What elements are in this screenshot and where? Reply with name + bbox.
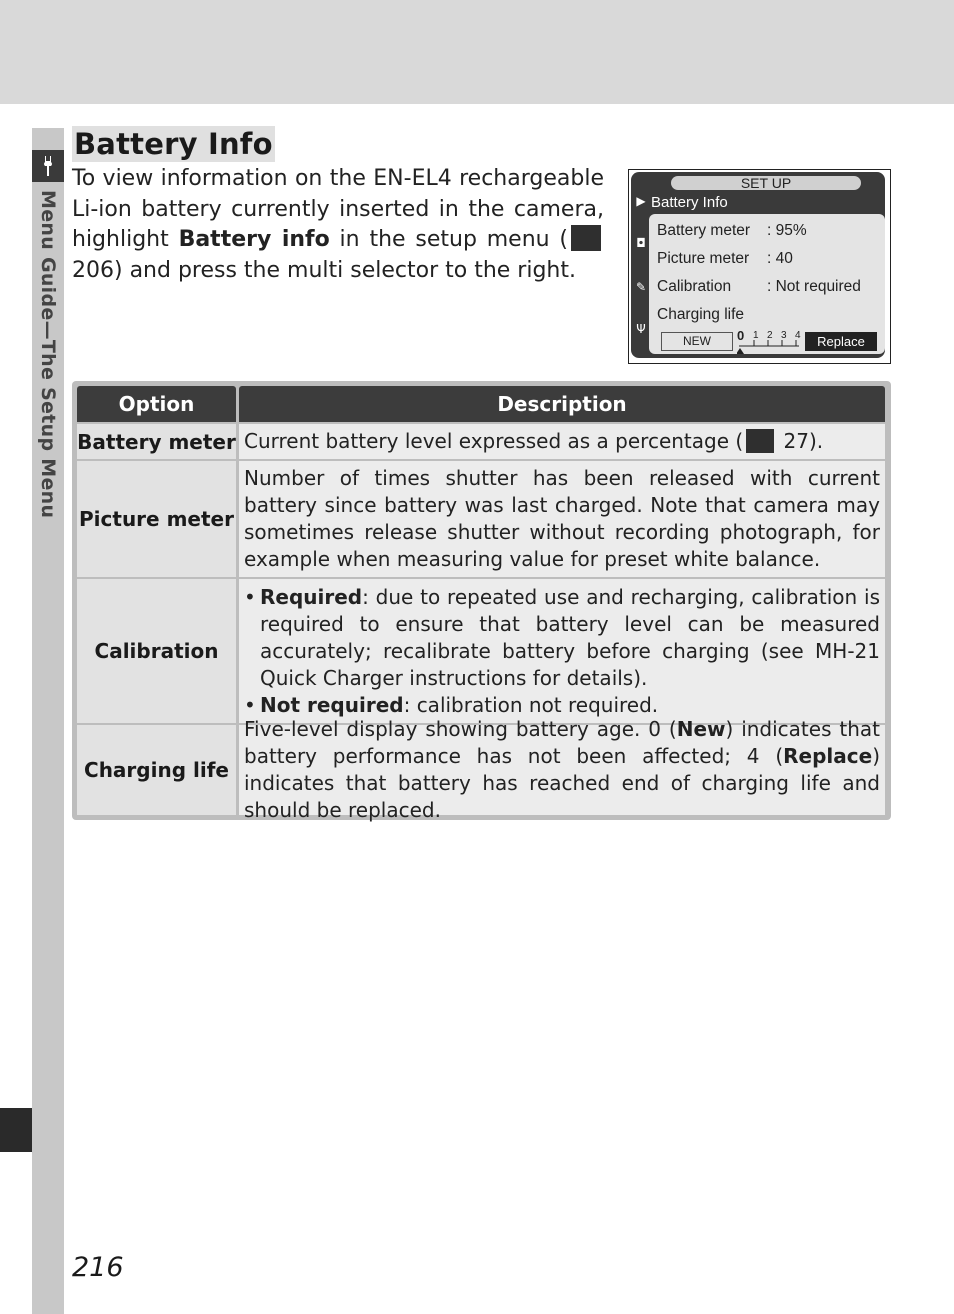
reference-icon: [746, 429, 774, 453]
cam-row-picture-meter: Picture meter: [657, 250, 750, 267]
required-text: : due to repeated use and recharging, calibration is required to ensure that battery level can be measured accurately; recalibrate battery before charging (see MH-21 Quick Charger instructions for details).: [260, 584, 880, 690]
desc-charging-life: [239, 717, 885, 822]
intro-text-1: To view information on the EN-EL4 rechargeable Li-ion battery currently inserted in the camera, highlight: [72, 166, 604, 252]
intro-text-2: in the setup menu (: [329, 227, 569, 252]
camera-screen: [628, 169, 891, 364]
cam-value-calibration: : Not required: [767, 278, 861, 295]
header-option: Option: [77, 386, 236, 422]
charging-life-replace: Replace: [783, 744, 873, 768]
charging-life-scale: [737, 328, 803, 354]
option-charging-life: Charging life: [77, 725, 236, 815]
charging-life-text-3: ) indicates that battery has reached end of charging life and should be replaced.: [244, 744, 880, 822]
camera-screen-inner: [631, 172, 885, 358]
desc-battery-meter-b: 27).: [777, 429, 824, 453]
options-table: [72, 381, 891, 820]
cam-value-picture-meter: : 40: [767, 250, 793, 267]
scale-label-2: 2: [767, 330, 773, 341]
bullet-not-required: [244, 692, 880, 719]
option-picture-meter: Picture meter: [77, 461, 236, 577]
scale-label-0: 0: [737, 328, 745, 343]
cam-row-charging-life: Charging life: [657, 306, 745, 323]
battery-info-panel: [649, 214, 885, 354]
playback-icon: ▶: [636, 194, 646, 208]
wrench-icon: Ψ: [636, 322, 646, 336]
replace-label: Replace: [805, 332, 877, 351]
scale-label-3: 3: [781, 330, 787, 341]
pencil-icon: ✎: [635, 280, 647, 294]
bullet-required: [244, 584, 880, 692]
charging-life-text-1: Five-level display showing battery age. 0 (: [244, 717, 677, 741]
camera-screen-title: Battery Info: [651, 194, 728, 211]
desc-picture-meter-text: Number of times shutter has been released with current battery since battery was last charged. Note that camera may sometimes release shutter without recording photograph, for example when measuring value for preset white balance.: [244, 466, 880, 571]
sidebar-section-label: Menu Guide—The Setup Menu: [37, 190, 59, 519]
scale-ticks: [737, 328, 803, 354]
not-required-text: : calibration not required.: [403, 692, 659, 717]
intro-paragraph: [72, 164, 604, 286]
page-number: 216: [72, 1252, 124, 1283]
option-battery-meter: Battery meter: [77, 424, 236, 459]
desc-picture-meter: [239, 461, 885, 577]
option-calibration: Calibration: [77, 579, 236, 723]
page-title-wrap: [72, 126, 275, 162]
charging-life-new: New: [676, 717, 726, 741]
camera-icon: ◘: [636, 236, 646, 250]
bullet-dot: •: [244, 692, 256, 717]
header-band: [0, 0, 954, 104]
not-required-term: Not required: [260, 692, 404, 717]
intro-bold: Battery info: [178, 227, 330, 252]
desc-battery-meter: [239, 424, 885, 459]
desc-calibration: [239, 579, 885, 723]
desc-battery-meter-a: Current battery level expressed as a percentage (: [244, 429, 744, 453]
menu-reference-icon: [571, 225, 601, 251]
header-description: Description: [239, 386, 885, 422]
bullet-dot: •: [244, 584, 256, 609]
page-title: Battery Info: [74, 127, 273, 161]
scale-label-1: 1: [753, 330, 759, 341]
setup-menu-icon: [32, 150, 64, 182]
scale-label-4: 4: [795, 330, 801, 341]
cam-row-calibration: Calibration: [657, 278, 732, 295]
cam-value-battery-meter: : 95%: [767, 222, 807, 239]
chapter-tab: [0, 1108, 32, 1152]
required-term: Required: [260, 584, 363, 609]
setup-menu-label: SET UP: [671, 176, 861, 190]
new-label: NEW: [661, 332, 733, 351]
charging-life-text-2: ) indicates that battery performance has not been affected; 4 (: [244, 717, 881, 768]
camera-menu-icons: [633, 194, 649, 344]
cam-row-battery-meter: Battery meter: [657, 222, 751, 239]
intro-text-3: 206) and press the multi selector to the right.: [72, 257, 576, 283]
